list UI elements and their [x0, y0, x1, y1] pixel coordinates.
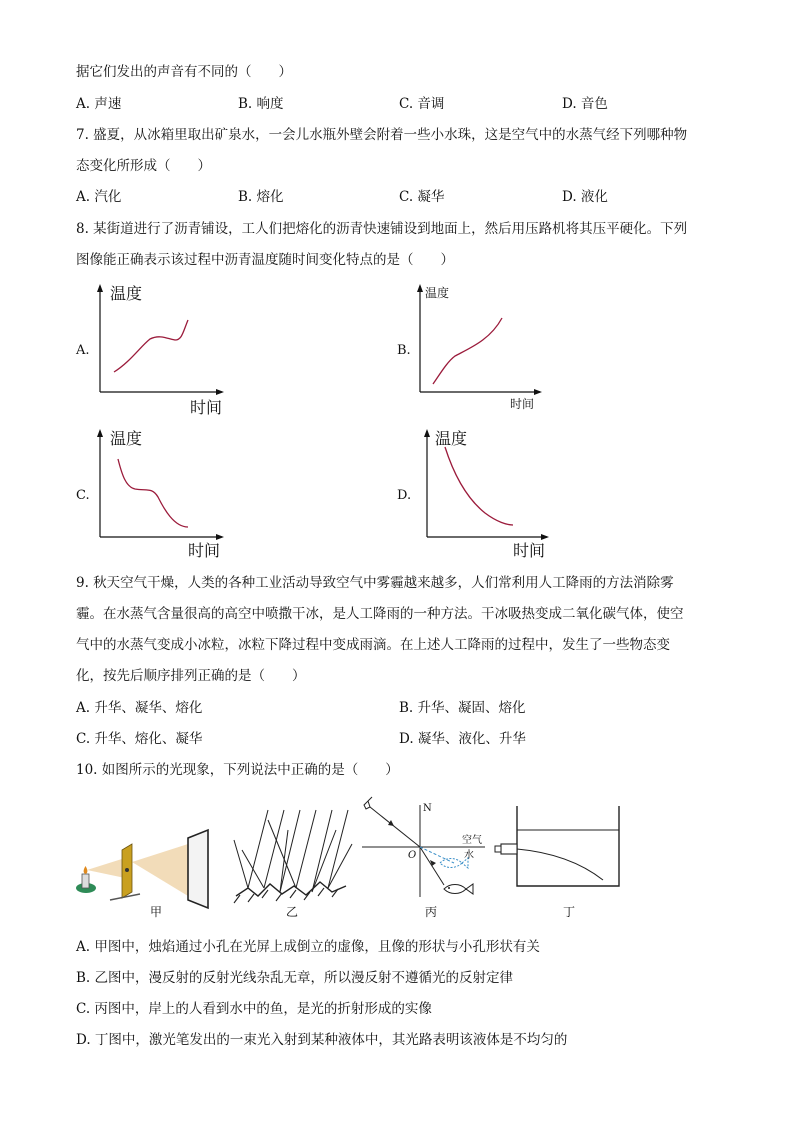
q10-option-a: A. 甲图中，烛焰通过小孔在光屏上成倒立的虚像，且像的形状与小孔形状有关 — [76, 939, 540, 955]
q6-option-a: A. 声速 — [76, 96, 122, 112]
q9-option-b: B. 升华、凝固、熔化 — [399, 700, 526, 716]
light-screen — [188, 830, 208, 908]
figure-yi — [228, 800, 358, 920]
graph-d — [395, 427, 565, 562]
fish-eye — [448, 887, 450, 889]
fish-icon — [444, 884, 473, 894]
graph-a-curve — [114, 320, 188, 372]
figure-bing — [360, 795, 490, 920]
q7-text-line1: 7. 盛夏，从冰箱里取出矿泉水，一会儿水瓶外壁会附着一些小水珠，这是空气中的水蒸气经下列哪种物 — [76, 127, 688, 143]
refracted-ray — [370, 807, 420, 847]
graph-a-option-label: A. — [76, 343, 90, 358]
figure-jia-label: 甲 — [150, 905, 163, 919]
liquid-tank — [517, 806, 619, 886]
candle — [82, 874, 89, 888]
graph-d-ylabel: 温度 — [435, 429, 468, 448]
q9-option-a: A. 升华、凝华、熔化 — [76, 700, 203, 716]
graph-a-xlabel: 时间 — [190, 398, 223, 417]
ray-arrow-air — [388, 820, 394, 826]
q6-option-c: C. 音调 — [399, 96, 445, 112]
graph-b-xlabel: 时间 — [510, 397, 535, 411]
graph-d-y-arrow — [424, 429, 430, 437]
q9-option-c: C. 升华、熔化、凝华 — [76, 731, 203, 747]
graph-b — [395, 282, 565, 417]
q9-text-line3: 气中的水蒸气变成小冰粒，冰粒下降过程中变成雨滴。在上述人工降雨的过程中，发生了一些物态变 — [76, 637, 670, 653]
figure-yi-label: 乙 — [286, 905, 299, 919]
graph-a-y-arrow — [97, 284, 103, 292]
laser-pointer — [501, 844, 517, 854]
q9-text-line4: 化，按先后顺序排列正确的是（ ） — [76, 668, 306, 684]
graph-c-y-arrow — [97, 429, 103, 437]
q9-text-line1: 9. 秋天空气干燥，人类的各种工业活动导致空气中雾霾越来越多，人们常利用人工降雨的方法消除雾 — [76, 575, 674, 591]
q10-option-d: D. 丁图中，激光笔发出的一束光入射到某种液体中，其光路表明该液体是不均匀的 — [76, 1032, 568, 1048]
figure-jia — [70, 800, 220, 920]
laser-pointer-cap — [495, 846, 501, 852]
q7-option-d: D. 液化 — [562, 189, 608, 205]
q7-text-line2: 态变化所形成（ ） — [76, 158, 211, 174]
q7-option-c: C. 凝华 — [399, 189, 445, 205]
q8-text-line1: 8. 某街道进行了沥青铺设，工人们把熔化的沥青快速铺设到地面上，然后用压路机将其压平硬化。下列 — [76, 221, 688, 237]
graph-b-option-label: B. — [397, 343, 411, 358]
origin-label: O — [408, 850, 417, 861]
figure-ding-label: 丁 — [563, 905, 576, 919]
figure-bing-label: 丙 — [425, 905, 438, 919]
q9-text-line2: 霾。在水蒸气含量很高的高空中喷撒干冰，是人工降雨的一种方法。干冰吸热变成二氧化碳气体，使空 — [76, 606, 684, 622]
q7-option-a: A. 汽化 — [76, 189, 122, 205]
figure-ding — [495, 800, 635, 920]
graph-d-x-arrow — [541, 534, 549, 540]
air-label: 空气 — [462, 835, 482, 846]
graph-b-curve — [433, 318, 502, 384]
graph-d-option-label: D. — [397, 488, 412, 503]
graph-b-ylabel: 温度 — [425, 286, 450, 300]
graph-a-x-arrow — [216, 389, 224, 395]
q9-option-d: D. 凝华、液化、升华 — [399, 731, 526, 747]
graph-a-ylabel: 温度 — [110, 284, 143, 303]
reflected-rays — [234, 820, 352, 892]
graph-c-curve — [118, 459, 188, 527]
q8-text-line2: 图像能正确表示该过程中沥青温度随时间变化特点的是（ ） — [76, 252, 454, 268]
graph-c-option-label: C. — [76, 488, 90, 503]
q10-option-b: B. 乙图中，漫反射的反射光线杂乱无章，所以漫反射不遵循光的反射定律 — [76, 970, 514, 986]
q10-option-c: C. 丙图中，岸上的人看到水中的鱼，是光的折射形成的实像 — [76, 1001, 432, 1017]
hatch-lines — [234, 888, 338, 903]
graph-c — [70, 427, 240, 562]
q6-option-d: D. 音色 — [562, 96, 608, 112]
q6-text: 据它们发出的声音有不同的（ ） — [76, 64, 292, 80]
candle-flame-icon — [84, 866, 88, 874]
light-cone-right — [132, 844, 188, 896]
normal-label: N — [423, 803, 432, 814]
curved-light-path — [517, 849, 603, 880]
graph-d-curve — [445, 447, 513, 525]
water-label: 水 — [464, 850, 474, 861]
graph-b-x-arrow — [534, 389, 542, 395]
graph-d-xlabel: 时间 — [513, 541, 546, 560]
graph-c-x-arrow — [216, 534, 224, 540]
light-cone-left — [87, 858, 125, 878]
q10-text-line1: 10. 如图所示的光现象，下列说法中正确的是（ ） — [76, 762, 399, 778]
pinhole — [125, 868, 129, 872]
q6-option-b: B. 响度 — [238, 96, 284, 112]
graph-c-ylabel: 温度 — [110, 429, 143, 448]
graph-b-y-arrow — [417, 284, 423, 292]
graph-a — [70, 282, 240, 417]
graph-c-xlabel: 时间 — [188, 541, 221, 560]
q7-option-b: B. 熔化 — [238, 189, 284, 205]
